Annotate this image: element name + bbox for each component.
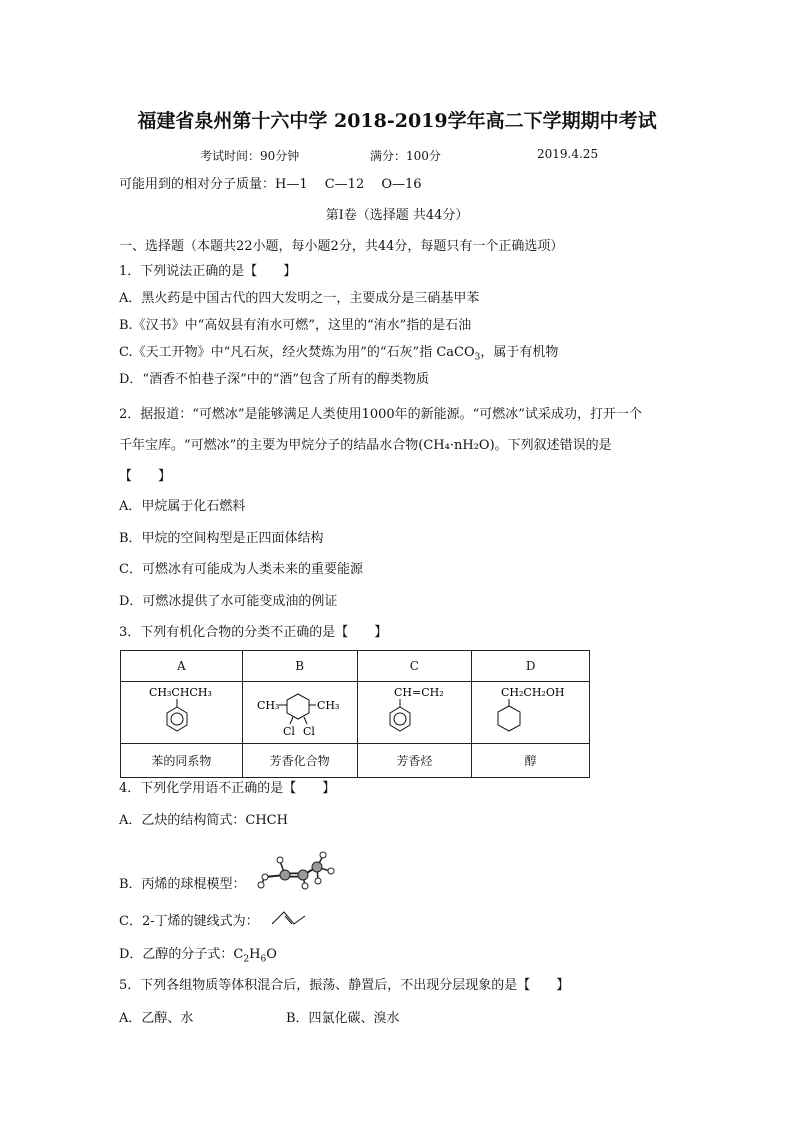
exam-score: 满分：100分 (370, 149, 441, 163)
q3-stem: 3．下列有机化合物的分类不正确的是【 】 (119, 625, 388, 640)
section-heading: 一、选择题（本题共22小题，每小题2分，共44分，每题只有一个正确选项） (119, 239, 564, 254)
q4-option-d-h: H (249, 947, 261, 962)
cyclohexyl-ethanol-structure (473, 682, 589, 740)
structure-d-formula: CH₂CH₂OH (500, 686, 565, 699)
exam-time: 考试时间：90分钟 (200, 149, 300, 163)
q2-option-a: A．甲烷属于化石燃料 (119, 499, 246, 514)
q4-option-d-text: D．乙醇的分子式：C (119, 947, 244, 962)
q4-option-c: C．2-丁烯的键线式为： (119, 914, 259, 929)
volume-heading: 第Ⅰ卷（选择题 共44分） (325, 208, 469, 223)
structure-a-formula: CH₃CHCH₃ (149, 686, 213, 699)
q2-answer-bracket: 【 】 (119, 469, 172, 484)
class-b: 芳香化合物 (242, 744, 357, 778)
table-class-row (121, 744, 590, 778)
structure-b-chlorine-1: Cl (283, 725, 296, 738)
structure-b-left-methyl: CH₃ (257, 699, 280, 712)
q3-classification-table (120, 650, 590, 778)
molecular-masses: 可能用到的相对分子质量：H—1 C—12 O—16 (119, 177, 422, 192)
class-d: 醇 (472, 744, 590, 778)
q4-option-b: B．丙烯的球棍模型： (119, 877, 246, 892)
structure-b (242, 682, 357, 744)
cumene-structure (121, 682, 241, 740)
table-header-c: C (357, 651, 472, 682)
class-a: 苯的同系物 (121, 744, 243, 778)
styrene-structure (358, 682, 471, 740)
structure-b-right-methyl: CH₃ (317, 699, 340, 712)
propene-ball-stick-model (255, 848, 337, 890)
dichloro-cyclohexane-structure (243, 682, 356, 740)
exam-date: 2019.4.25 (537, 147, 599, 161)
structure-c-formula: CH=CH₂ (393, 686, 444, 699)
q2-option-c: C．可燃冰有可能成为人类未来的重要能源 (119, 562, 363, 577)
q5-option-a: A．乙醇、水 (119, 1011, 194, 1026)
structure-c (357, 682, 472, 744)
table-header-a: A (121, 651, 243, 682)
structure-a (121, 682, 243, 744)
q5-option-b: B．四氯化碳、溴水 (286, 1011, 400, 1026)
q1-option-d: D．“酒香不怕巷子深”中的“酒”包含了所有的醇类物质 (119, 372, 430, 387)
exam-title: 福建省泉州第十六中学 2018-2019学年高二下学期期中考试 (137, 110, 657, 132)
table-header-b: B (242, 651, 357, 682)
structure-b-chlorine-2: Cl (303, 725, 316, 738)
q4-option-d-o: O (266, 947, 277, 962)
q4-option-a: A．乙炔的结构简式：CHCH (119, 813, 288, 828)
q1-stem: 1．下列说法正确的是【 】 (119, 264, 297, 279)
q1-option-b: B.《汉书》中“高奴县有洧水可燃”，这里的“洧水”指的是石油 (119, 318, 472, 333)
table-structure-row (121, 682, 590, 744)
structure-d (472, 682, 590, 744)
2-butene-skeletal-formula (271, 906, 307, 928)
q2-option-b: B．甲烷的空间构型是正四面体结构 (119, 531, 324, 546)
q1-option-c-text: C.《天工开物》中“凡石灰，经火焚炼为用”的“石灰”指 CaCO (119, 345, 475, 360)
q4-option-d-sub-c: 2 (243, 954, 250, 965)
q1-option-c-subscript: 3 (474, 352, 481, 363)
table-header-d: D (472, 651, 590, 682)
q1-option-c (119, 344, 558, 367)
q1-option-a: A．黑火药是中国古代的四大发明之一，主要成分是三硝基甲苯 (119, 291, 480, 306)
q4-option-d (119, 946, 277, 969)
q2-stem-line2: 千年宝库。“可燃冰”的主要为甲烷分子的结晶水合物(CH₄·nH₂O)。下列叙述错误的是 (119, 438, 612, 453)
q1-option-c-tail: ，属于有机物 (480, 345, 559, 360)
q5-stem: 5．下列各组物质等体积混合后，振荡、静置后，不出现分层现象的是【 】 (119, 978, 570, 993)
q2-option-d: D．可燃冰提供了水可能变成油的例证 (119, 594, 338, 609)
q4-option-d-sub-h: 6 (260, 954, 267, 965)
table-header-row (121, 651, 590, 682)
class-c: 芳香烃 (357, 744, 472, 778)
q2-stem-line1: 2．据报道：“可燃冰”是能够满足人类使用1000年的新能源。“可燃冰”试采成功，打开一个 (119, 407, 642, 422)
q4-stem: 4．下列化学用语不正确的是【 】 (119, 781, 336, 796)
